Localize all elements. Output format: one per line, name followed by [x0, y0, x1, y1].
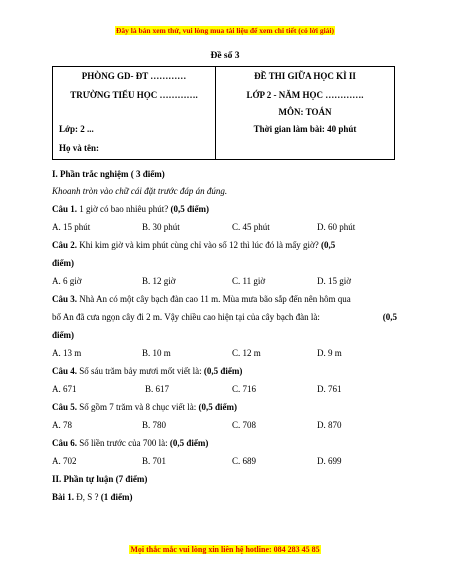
question-points: (0,5 điểm) [196, 402, 237, 412]
section-1-instruction: Khoanh tròn vào chữ cái đặt trước đáp án đúng. [52, 186, 228, 196]
option-a[interactable]: A. 6 giờ [52, 276, 82, 286]
option-b[interactable]: B. 12 giờ [142, 276, 176, 286]
option-d[interactable]: D. 761 [317, 384, 342, 394]
preview-banner-text: Đây là bản xem thử, vui lòng mua tài liệu để xem chi tiết (có lời giải) [115, 26, 335, 35]
school-info-cell [53, 67, 216, 160]
question-2-points-cont: điểm) [52, 258, 74, 268]
question-text: Số liền trước của 700 là: [77, 438, 168, 448]
subject-line: MÔN: TOÁN [278, 107, 332, 117]
question-3-points-cont: điểm) [52, 330, 74, 340]
option-a[interactable]: A. 671 [52, 384, 77, 394]
option-d[interactable]: D. 15 giờ [317, 276, 352, 286]
question-3-line-2 [52, 312, 397, 322]
option-b[interactable]: B. 780 [142, 420, 167, 430]
grade-year-line: LỚP 2 - NĂM HỌC …………. [246, 90, 364, 100]
exercise-text: Đ, S ? [74, 492, 99, 502]
option-c[interactable]: C. 716 [232, 384, 257, 394]
option-b[interactable]: B. 30 phút [142, 222, 180, 232]
question-3 [52, 294, 351, 304]
duration-line: Thời gian làm bài: 40 phút [253, 124, 357, 134]
option-c[interactable]: C. 12 m [232, 348, 261, 358]
exercise-points: (1 điểm) [98, 492, 133, 502]
preview-banner [0, 26, 450, 35]
question-5 [52, 402, 237, 412]
question-text: Khi kim giờ và kim phút cùng chỉ vào số 12 thì lúc đó là mấy giờ? [77, 240, 319, 250]
question-label: Câu 5. [52, 402, 78, 412]
question-1 [52, 204, 209, 214]
option-d[interactable]: D. 699 [317, 456, 342, 466]
option-a[interactable]: A. 702 [52, 456, 77, 466]
question-text: Số gồm 7 trăm và 8 chục viết là: [77, 402, 197, 412]
exam-number: Đề số 3 [210, 51, 240, 61]
question-points: (0,5 điểm) [168, 204, 210, 214]
department-line: PHÒNG GD- ĐT ………… [81, 71, 187, 81]
option-b[interactable]: B. 10 m [142, 348, 171, 358]
option-b[interactable]: B. 701 [142, 456, 167, 466]
option-d[interactable]: D. 870 [317, 420, 342, 430]
section-1-title: I. Phần trắc nghiệm ( 3 điểm) [52, 169, 165, 179]
question-4 [52, 366, 242, 376]
question-points: (0,5 [318, 240, 336, 250]
question-text: Nhà An có một cây bạch đàn cao 11 m. Mùa mưa bão sắp đến nên hôm qua [77, 294, 351, 304]
option-a[interactable]: A. 15 phút [52, 222, 91, 232]
question-text: 1 giờ có bao nhiêu phút? [77, 204, 169, 214]
hotline-footer-text: Mọi thắc mắc vui lòng xin liên hệ hotline: 084 283 45 85 [130, 545, 320, 554]
option-c[interactable]: C. 708 [232, 420, 257, 430]
question-points: (0,5 [382, 312, 397, 322]
question-label: Câu 3. [52, 294, 78, 304]
question-text: bố An đã cưa ngọn cây đi 2 m. Vậy chiều cao hiện tại của cây bạch đàn là: [52, 312, 320, 322]
option-d[interactable]: D. 60 phút [317, 222, 356, 232]
exam-title-line: ĐỀ THI GIỮA HỌC KÌ II [254, 71, 356, 81]
option-c[interactable]: C. 11 giờ [232, 276, 266, 286]
question-label: Câu 6. [52, 438, 78, 448]
question-6 [52, 438, 208, 448]
option-a[interactable]: A. 13 m [52, 348, 82, 358]
question-text: Số sáu trăm bảy mươi mốt viết là: [77, 366, 202, 376]
question-label: Câu 2. [52, 240, 78, 250]
exercise-1 [52, 492, 133, 502]
exercise-label: Bài 1. [52, 492, 75, 502]
class-line: Lớp: 2 ... [59, 124, 94, 134]
student-name-line: Họ và tên: [59, 143, 99, 153]
exam-header-table [52, 66, 395, 160]
question-label: Câu 4. [52, 366, 78, 376]
section-2-title: II. Phần tự luận (7 điểm) [52, 474, 148, 484]
option-b[interactable]: B. 617 [145, 384, 170, 394]
option-c[interactable]: C. 45 phút [232, 222, 270, 232]
option-a[interactable]: A. 78 [52, 420, 72, 430]
hotline-footer [0, 545, 450, 554]
exam-info-cell [216, 67, 395, 160]
option-c[interactable]: C. 689 [232, 456, 257, 466]
question-2 [52, 240, 335, 250]
question-points: (0,5 điểm) [201, 366, 243, 376]
school-line: TRƯỜNG TIỂU HỌC …………. [70, 90, 198, 100]
question-points: (0,5 điểm) [167, 438, 209, 448]
option-d[interactable]: D. 9 m [317, 348, 342, 358]
question-label: Câu 1. [52, 204, 78, 214]
